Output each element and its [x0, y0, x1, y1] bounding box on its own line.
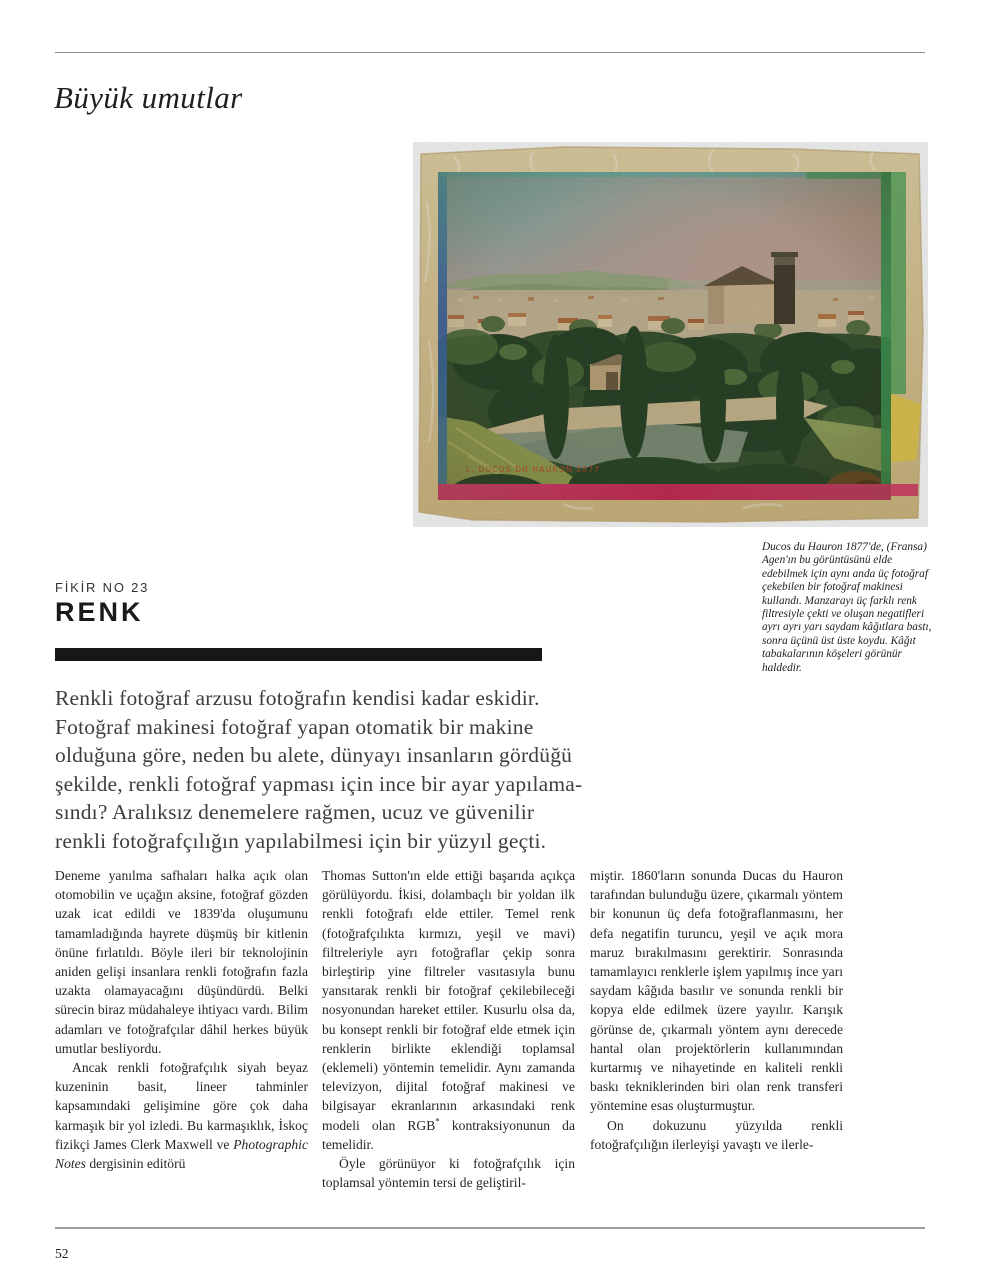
- lead-paragraph: [55, 684, 600, 855]
- body-column-3: [590, 866, 843, 1154]
- top-rule-divider: [55, 52, 925, 53]
- vintage-photo-agen: [413, 142, 928, 527]
- lead-line: sındı? Aralıksız denemelere rağmen, ucuz ve güvenilir: [55, 800, 535, 824]
- lead-line: renkli fotoğrafçılığın yapılabilmesi için bir yüzyıl geçti.: [55, 828, 547, 853]
- heading-rule-bar: [55, 648, 542, 661]
- photo-figure: [413, 142, 928, 527]
- body-paragraph: [55, 1058, 308, 1173]
- lead-line: olduğuna göre, neden bu alete, dünyayı insanların gördüğü: [55, 743, 573, 767]
- paragraph-text: Thomas Sutton'ın elde ettiği başarıda açıkça görülüyordu. İkisi, dolambaçlı bir yoldan ilk renkli fotoğrafı elde ettiler. Temel renk (fotoğrafçılıkta kırmızı, yeşil ve mavi) filtreleriyle ayrı fotoğraflar çekip sonra birleştirip yine filtreler vasıtasıyla bunu yansıtarak renkli bir fotoğraf çekilebileceği nosyonundan hareket ettiler. Kusurlu olsa da, bu konsept renkli bir fotoğraf elde etmek için renklerin birlikte eklendiği toplamsal (eklemeli) yöntemin temelidir. Aynı zamanda televizyon, dijital fotoğraf makinesi ve bilgisayar ekranlarının arkasındaki renk modeli olan RGB: [322, 868, 575, 1133]
- lead-line: şekilde, renkli fotoğraf yapması için ince bir ayar yapılama-: [55, 771, 583, 796]
- lead-line: Renkli fotoğraf arzusu fotoğrafın kendisi kadar eskidir.: [55, 686, 540, 710]
- article-heading: RENK: [55, 597, 144, 627]
- body-column-2: [322, 866, 575, 1192]
- body-paragraph: Öyle görünüyor ki fotoğrafçılık için toplamsal yöntemin tersi de geliştiril-: [322, 1156, 575, 1191]
- photo-grain: [413, 142, 928, 527]
- paragraph-text: kontraksiyonunun da temelidir.: [322, 1117, 575, 1152]
- bottom-rule-divider: [55, 1227, 925, 1229]
- body-paragraph: miştir. 1860'ların sonunda Ducas du Hauron tarafından bulunduğu üzere, çıkarmalı yöntem bir konunun üç defa fotoğraflanmasını, her defa negatifin turuncu, yeşil ve açık mora maruz bırakılmasını gerektirir. Sonrasında tamamlayıcı renklerle işlem yapılmış ince yarı saydam kâğıda basılır ve sonunda renkli bir kopya elde edilmek üzere yayılır. Karışık görünse de, çıkarmalı yöntem aynı derecede hantal olan projektörlerin kullanımından kurtarmış ve nihayetinde en kaliteli renkli baskı tekniklerinden biri olan renk transferi yöntemine esas oluşturmuştur.: [590, 868, 843, 1114]
- body-paragraph: On dokuzunu yüzyılda renkli fotoğrafçılığın ilerleyişi yavaştı ve ilerle-: [590, 1117, 843, 1152]
- page-title: Büyük umutlar: [54, 80, 243, 115]
- body-paragraph: Deneme yanılma safhaları halka açık olan otomobilin ve uçağın aksine, fotoğraf gözden uzak icat edildi ve 1839'da oluşumunu tamamladığında hayrete düşmüş bir kitlenin önüne fırlatıldı. Böyle ileri bir teknolojinin aniden gelişi insanlara renkli fotoğrafın fazla uzakta olamayacağını düşündürdü. Belki sürecin biraz müdahaleye ihtiyacı vardı. Bilim adamları ve fotoğrafçılar dâhil herkes büyük umutlar besliyordu.: [55, 868, 308, 1056]
- paragraph-text: Ancak renkli fotoğrafçılık siyah beyaz kuzeninin basit, lineer tahminler kapsamındaki gelişimine göre çok daha karmaşık bir yol izledi. Bu karmaşıklık, İskoç fizikçi James Clerk Maxwell ve: [55, 1060, 308, 1152]
- footnote-asterisk: *: [435, 1116, 440, 1127]
- italic-journal-title: Photographic Notes: [55, 1136, 308, 1172]
- paragraph-text: dergisinin editörü: [85, 1156, 186, 1172]
- page-number: 52: [55, 1246, 69, 1261]
- lead-line: Fotoğraf makinesi fotoğraf yapan otomatik bir makine: [55, 714, 534, 739]
- body-paragraph: [322, 866, 575, 1154]
- photo-caption: Ducos du Hauron 1877'de, (Fransa) Agen'ın bu görüntüsünü elde edebilmek için aynı anda üç fotoğraf çekebilen bir fotoğraf makinesi kullandı. Manzarayı üç farklı renk filtresiyle çekti ve oluşan negatifleri ayrı ayrı yarı saydam kâğıtlara bastı, sonra üçünü üst üste koydu. Kâğıt tabakalarının köşeleri görünür haldedir.: [762, 541, 932, 674]
- idea-number-kicker: FİKİR NO 23: [55, 580, 150, 595]
- body-column-1: [55, 866, 308, 1173]
